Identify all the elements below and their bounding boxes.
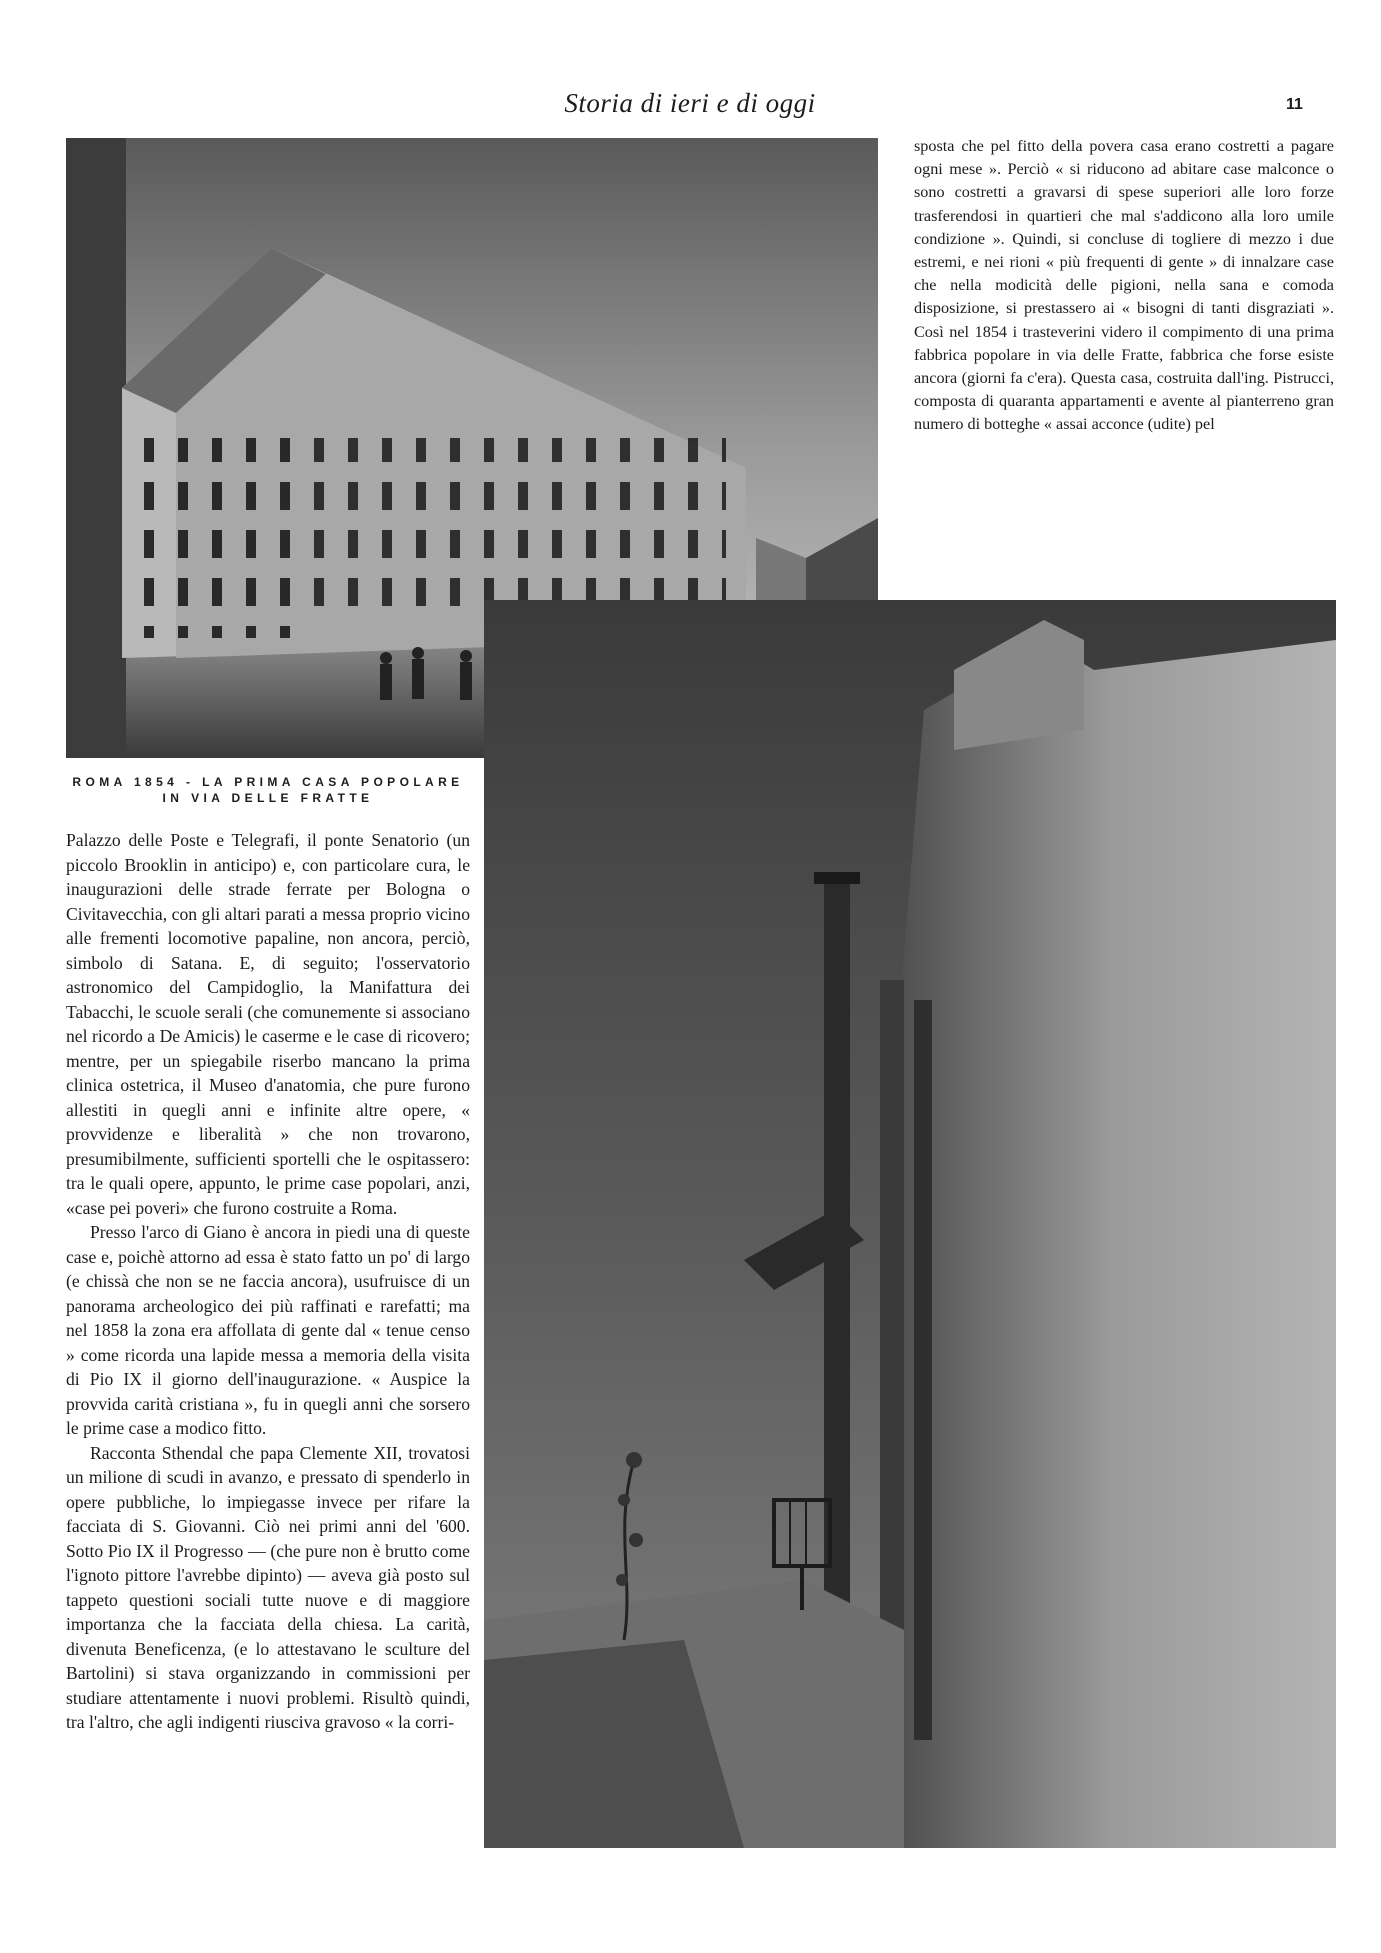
left-paragraph-3: Racconta Sthendal che papa Clemente XII, trovatosi un milione di scudi in avanzo, e pressato di spenderlo in opere pubbliche, lo impiegasse invece per rifare la facciata di S. Giovanni. Ciò nei primi anni del '600. Sotto Pio IX il Progresso — (che pure non è brutto come l'ignoto pittore l'avrebbe dipinto) — aveva già posto sul tappeto questioni sociali tutte nuove e di maggiore importanza che la facciata della chiesa. La carità, divenuta Beneficenza, (e lo attestavano le sculture del Bartolini) si stava organizzando in commissioni per studiare attentamente i nuovi problemi. Risultò quindi, tra l'altro, che agli indigenti riusciva gravoso « la corri-: [66, 1442, 470, 1732]
caption-line-2: IN VIA DELLE FRATTE: [162, 791, 374, 805]
caption-line-1: ROMA 1854 - LA PRIMA CASA POPOLARE: [72, 775, 464, 789]
engraving-caption: [66, 774, 470, 806]
wall-photograph: [484, 600, 1336, 1848]
photograph-illustration: [484, 600, 1336, 1848]
left-column-text: [66, 828, 470, 1735]
left-paragraph-2: Presso l'arco di Giano è ancora in piedi una di queste case e, poichè attorno ad essa è stato fatto un po' di largo (e chissà che non se ne faccia ancora), usufruisce di un panorama archeologico dei più raffinati e rarefatti; ma nel 1858 la zona era affollata di gente dal « tenue censo » come ricorda una lapide messa a memoria della visita di Pio IX il giorno dell'inaugurazione. « Auspice la provvida carità cristiana », fu in quegli anni che sorsero le prime case a modico fitto.: [66, 1222, 470, 1438]
running-title: Storia di ieri e di oggi: [564, 88, 816, 118]
right-column-text: [914, 135, 1334, 437]
page-number: 11: [1286, 96, 1303, 113]
left-paragraph-1: Palazzo delle Poste e Telegrafi, il ponte Senatorio (un piccolo Brooklin in anticipo) e, con particolare cura, le inaugurazioni delle strade ferrate per Bologna o Civitavecchia, con gli altari parati a messa proprio vicino alle frementi locomotive papaline, non ancora, perciò, simbolo di Satana. E, di seguito; l'osservatorio astronomico del Campidoglio, la Manifattura dei Tabacchi, le scuole serali (che comunemente si associano nel ricordo a De Amicis) le caserme e le case di ricovero; mentre, per un spiegabile riserbo mancano la prima clinica ostetrica, il Museo d'anatomia, che pure furono allestiti in quegli anni e infinite altre opere, « provvidenze e liberalità » che non trovarono, presumibilmente, sufficienti sportelli che le ospitassero: tra le quali opere, appunto, le prime case popolari, anzi, «case pei poveri» che furono costruite a Roma.: [66, 830, 470, 1218]
right-paragraph-1: sposta che pel fitto della povera casa erano costretti a pagare ogni mese ». Perciò « si riducono ad abitare case malconce o sono costretti a gravarsi di spese superiori alle loro forze trasferendosi in quartieri che mal s'addicono alla loro umile condizione ». Quindi, si concluse di togliere di mezzo i due estremi, e nei rioni « più frequenti di gente » di innalzare case che nella modicità delle pigioni, nella sana e comoda disposizione, si prestassero ai « bisogni di tanti disgraziati ». Così nel 1854 i trasteverini videro il compimento di una prima fabbrica popolare in via delle Fratte, fabbrica che forse esiste ancora (giorni fa c'era). Questa casa, costruita dall'ing. Pistrucci, composta di quaranta appartamenti e avente al pianterreno gran numero di botteghe « assai acconce (udite) pel: [914, 137, 1334, 434]
